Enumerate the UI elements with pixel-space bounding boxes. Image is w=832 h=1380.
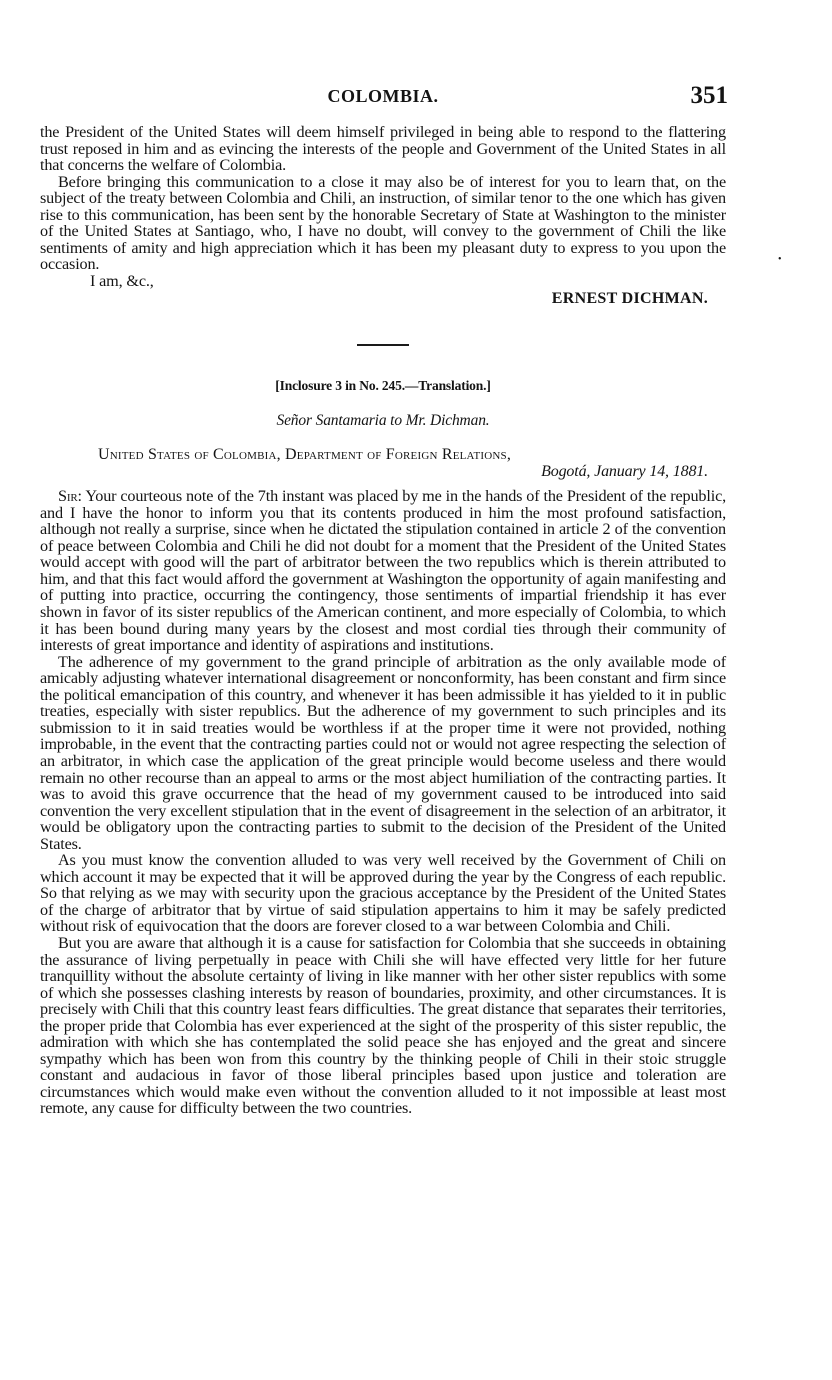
inclosure-label: [Inclosure 3 in No. 245.—Translation.]: [275, 378, 491, 394]
page-number: 351: [690, 82, 728, 109]
salutation: Sir:: [58, 487, 82, 506]
letter-paragraph: [40, 488, 726, 653]
continued-paragraph: the President of the United States will deem himself privileged in being able to respond to the flattering trust reposed in him and as evincing the interests of the people and Government of the United States in all that concerns the welfare of Colombia.: [40, 123, 726, 175]
dateline-date: [98, 464, 708, 481]
margin-mark: •: [778, 254, 782, 265]
inclosure-subtitle: Señor Santamaria to Mr. Dichman.: [276, 411, 490, 429]
section-divider: [357, 344, 409, 346]
letter-body: [40, 488, 726, 1117]
letter-paragraph-text: Your courteous note of the 7th instant was placed by me in the hands of the President of the republic, and I have the honor to inform you that its contents produced in him the most profound satisfaction, although not really a surprise, since when he dictated the stipulation contained in article 2 of the convention of peace between Colombia and Chili he did not doubt for a moment that the President of the United States would accept with good will the part of arbitrator between the two republics which is therein attributed to him, and that this fact would afford the government at Washington the opportunity of again manifesting and of putting into practice, occurring the contingency, those sentiments of impartial friendship it has ever shown in favor of its sister republics of the American continent, and more especially of Colombia, to which it has been bound during many years by the closest and most cordial ties through their community of interests of great importance and identity of aspirations and institutions.: [40, 487, 727, 655]
body-text: [40, 124, 726, 1117]
paragraph: Before bringing this communication to a close it may also be of interest for you to learn that, on the subject of the treaty between Colombia and Chili, an instruction, of similar tenor to the one which has given rise to this communication, has been sent by the honorable Secretary of State at Washington to the minister of the United States at Santiago, who, I have no doubt, will convey to the government of Chili the like sentiments of amity and high appreciation which it has been my pleasant duty to express to you upon the occasion.: [40, 172, 726, 274]
dateline-heading: United States of Colombia, Department of Foreign Relations,: [98, 446, 512, 464]
running-header: [40, 84, 726, 114]
running-title: COLOMBIA.: [327, 86, 439, 106]
dateline: [40, 447, 726, 480]
dateline-date-text: Bogotá, January 14, 1881.: [541, 462, 708, 480]
signature: ERNEST DICHMAN.: [551, 290, 708, 308]
letter-paragraph: The adherence of my government to the grand principle of arbitration as the only available mode of amicably adjusting whatever international disagreement or nonconformity, has been constant and firm since the political emancipation of this country, and whenever it has been admissible it has yielded to it in public treaties, especially with sister republics. But the adherence of my government to such principles and its submission to it in said treaties would be worthless if at the proper time it were not provided, nothing improbable, in the event that the contracting parties could not or would not agree respecting the selection of an arbitrator, in which case the application of the great principle would become useless and there would remain no other recourse than an appeal to arms or the most abject humiliation of the contracting parties. It was to avoid this grave occurrence that the head of my government caused to be introduced into said convention the very excellent stipulation that in the event of disagreement in the selection of an arbitrator, it would be obligatory upon the contracting parties to submit to the decision of the President of the United States.: [40, 652, 726, 853]
closing-line: I am, &c.,: [90, 271, 154, 290]
letter-paragraph: As you must know the convention alluded to was very well received by the Government of Chili on which account it may be expected that it will be approved during the year by the Congress of each republic. So that relying as we may with security upon the gracious acceptance by the President of the United States of the charge of arbitrator that by virtue of said stipulation appertains to him it may be safely predicted without risk of equivocation that the doors are forever closed to a war between Colombia and Chili.: [40, 851, 726, 936]
letter-paragraph: But you are aware that although it is a cause for satisfaction for Colombia that she succeeds in obtaining the assurance of living perpetually in peace with Chili she will have effected very little for her future tranquillity without the absolute certainty of living in like manner with her other sister republics with some of which she possesses clashing interests by reason of boundaries, proximity, and other circumstances. It is precisely with Chili that this country least fears difficulties. The great distance that separates their territories, the proper pride that Colombia has ever experienced at the sight of the prosperity of this sister republic, the admiration with which she has contemplated the solid peace she has enjoyed and the great and sincere sympathy which has been won from this country by the thinking people of Chili in their stoic struggle constant and audacious in favor of those liberal principles based upon justice and toleration are circumstances which would make even without the convention alluded to it not impossible at least most remote, any cause for difficulty between the two countries.: [40, 933, 726, 1118]
